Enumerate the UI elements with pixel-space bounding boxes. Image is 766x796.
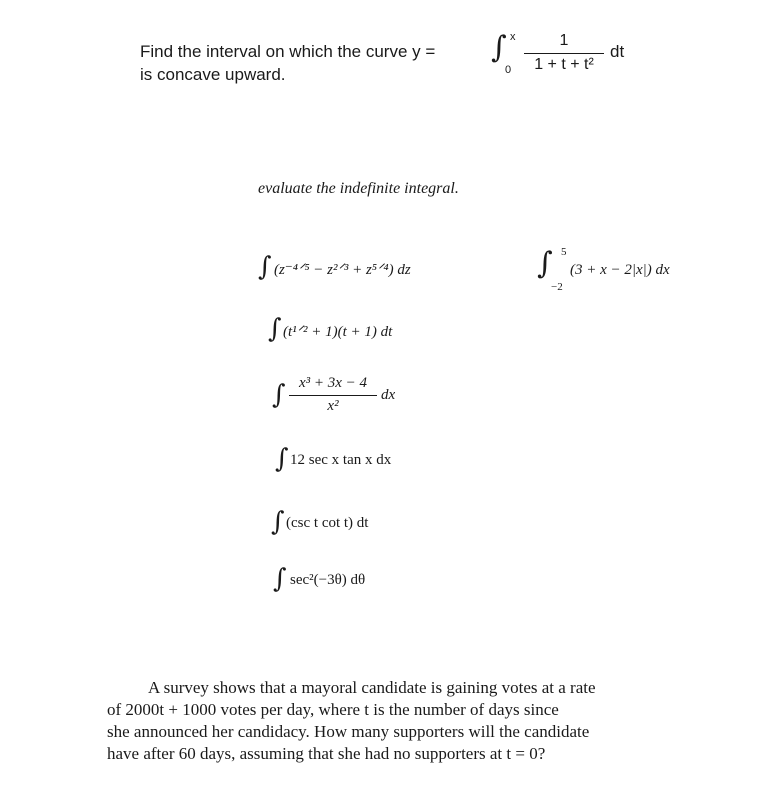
concavity-line1: Find the interval on which the curve y =: [140, 42, 436, 61]
definite-lower-limit: −2: [551, 281, 563, 293]
concavity-line2: is concave upward.: [140, 65, 286, 84]
integral-3-fraction-bar: [289, 395, 377, 396]
differential-dt: dt: [610, 42, 625, 61]
definite-integral-sign: ∫: [537, 246, 553, 281]
integral-sign: ∫: [491, 30, 507, 65]
integral-2-expression: (t¹ᐟ² + 1)(t + 1) dt: [283, 324, 393, 340]
integral-sign-3: ∫: [272, 380, 286, 410]
upper-limit: x: [510, 31, 516, 43]
lower-limit: 0: [505, 64, 512, 76]
integral-3-numerator: x³ + 3x − 4: [298, 375, 368, 391]
survey-line-4: have after 60 days, assuming that she had no supporters at t = 0?: [107, 744, 546, 763]
integral-sign-6: ∫: [273, 564, 287, 594]
integral-sign-1: ∫: [258, 252, 272, 282]
integral-3-differential: dx: [381, 387, 396, 403]
integral-5-expression: (csc t cot t) dt: [286, 515, 369, 531]
fraction-denominator: 1 + t + t²: [534, 56, 594, 73]
survey-line-1: A survey shows that a mayoral candidate is gaining votes at a rate: [148, 678, 596, 697]
integral-1-expression: (z⁻⁴ᐟ⁵ − z²ᐟ³ + z⁵ᐟ⁴) dz: [274, 262, 411, 278]
fraction-numerator: 1: [559, 32, 569, 49]
integral-3-denominator: x²: [327, 398, 339, 414]
definite-upper-limit: 5: [561, 246, 567, 258]
integral-sign-5: ∫: [271, 507, 285, 537]
fraction-bar: [524, 53, 604, 54]
integral-6-expression: sec²(−3θ) dθ: [290, 572, 366, 588]
integral-4-expression: 12 sec x tan x dx: [290, 452, 392, 468]
survey-line-3: she announced her candidacy. How many supporters will the candidate: [107, 722, 590, 741]
section-heading: evaluate the indefinite integral.: [258, 180, 459, 197]
integral-sign-2: ∫: [268, 314, 282, 344]
integral-sign-4: ∫: [275, 444, 289, 474]
survey-line-2: of 2000t + 1000 votes per day, where t is the number of days since: [107, 700, 559, 719]
definite-integrand: (3 + x − 2|x|) dx: [570, 262, 670, 278]
